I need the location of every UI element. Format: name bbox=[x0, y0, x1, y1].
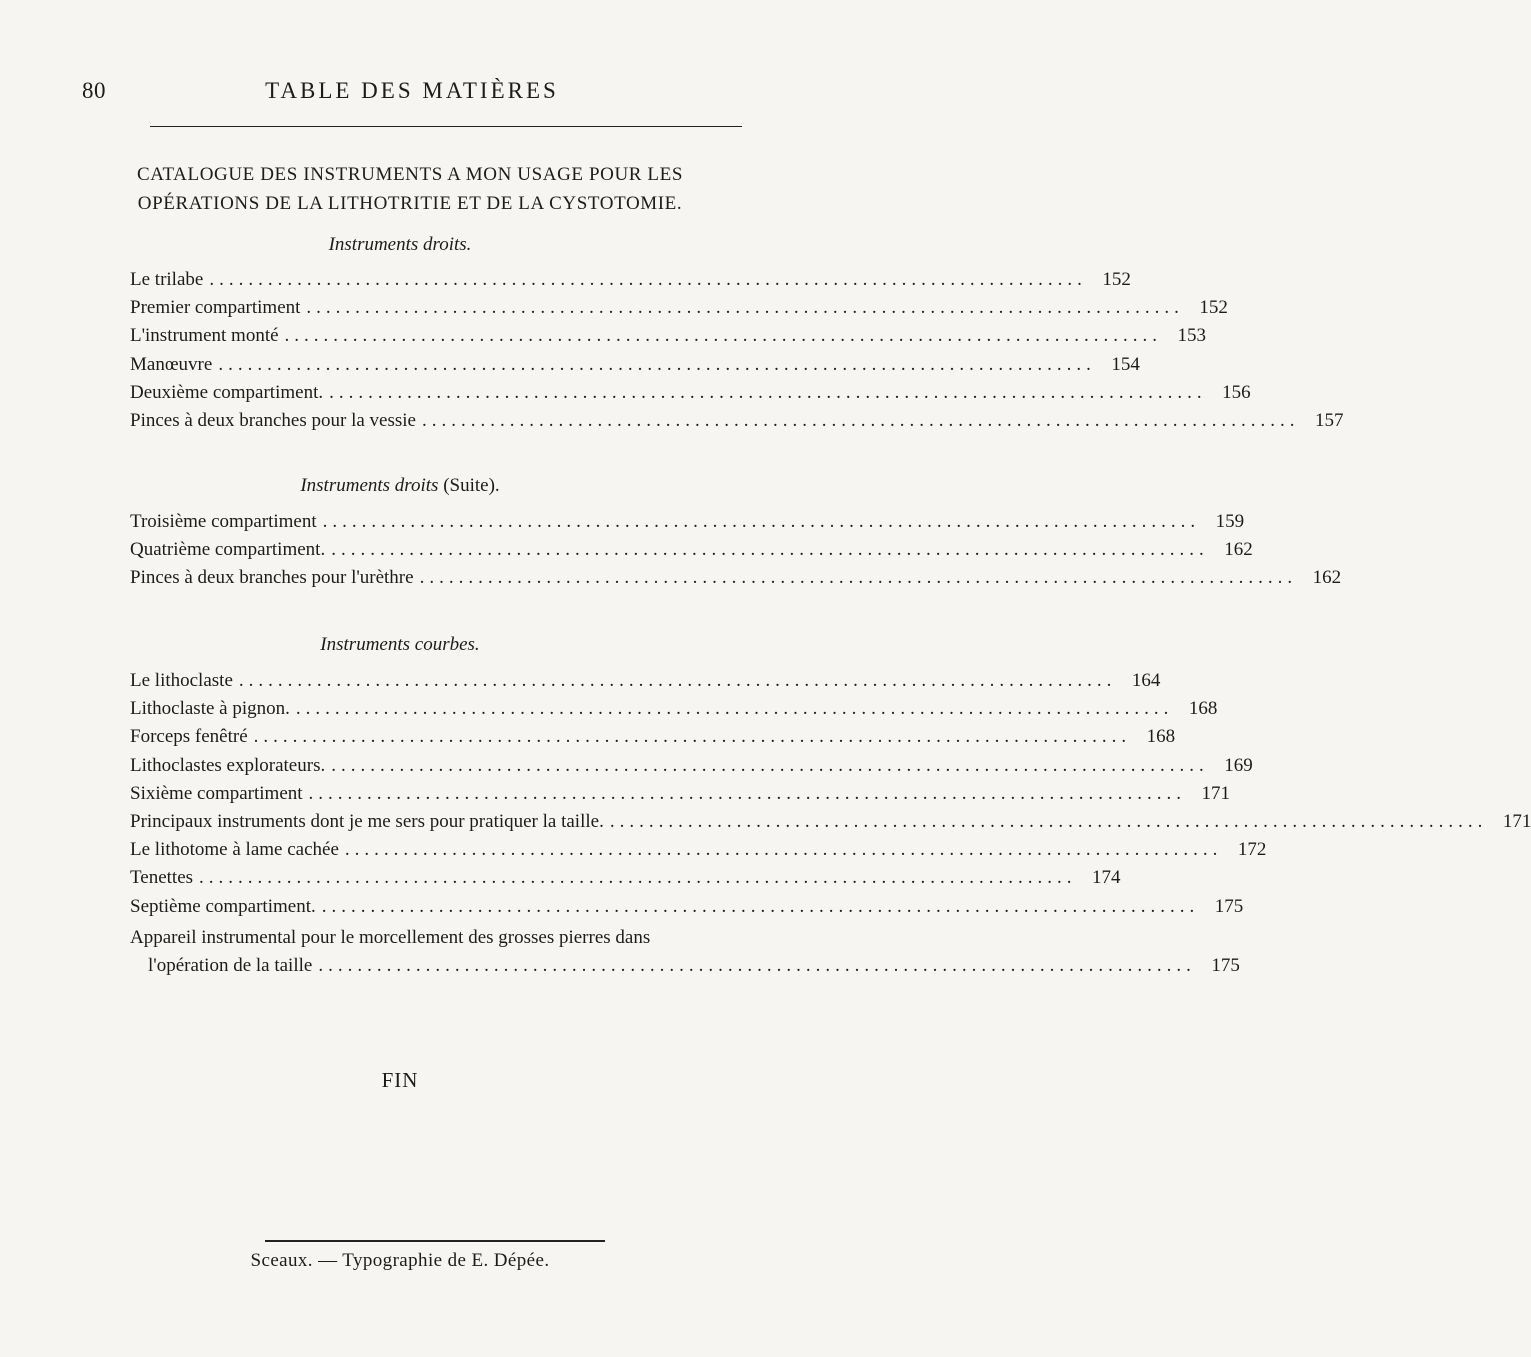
toc-entry-page: 156 bbox=[1222, 381, 1251, 403]
leader-dots: .......................................................................................... bbox=[329, 381, 1207, 403]
toc-entry-page: 154 bbox=[1111, 353, 1140, 375]
leader-dots: .......................................................................................... bbox=[253, 726, 1132, 748]
toc-entry-page: 168 bbox=[1146, 726, 1176, 748]
toc-entry-label: Principaux instruments dont je me sers pour pratiquer la taille. bbox=[130, 810, 604, 832]
toc-entry bbox=[130, 754, 1253, 783]
toc-entry bbox=[130, 511, 1245, 539]
leader-dots: .......................................................................................... bbox=[218, 353, 1096, 375]
toc-entry-label: Quatrième compartiment. bbox=[130, 539, 326, 561]
leader-dots: .......................................................................................... bbox=[609, 810, 1488, 832]
toc-entry bbox=[130, 409, 1344, 438]
leader-dots: .......................................................................................... bbox=[331, 754, 1209, 776]
toc-entry bbox=[130, 867, 1121, 895]
leader-dots: .......................................................................................... bbox=[238, 670, 1117, 691]
running-title: TABLE DES MATIÈRES bbox=[265, 78, 559, 103]
toc-entry bbox=[130, 353, 1140, 382]
toc-entry-label: Troisième compartiment bbox=[130, 511, 317, 532]
section-heading-instruments-courbes bbox=[90, 634, 710, 656]
toc-entry-label: Deuxième compartiment. bbox=[130, 381, 324, 403]
toc-entry-label: Forceps fenêtré bbox=[130, 726, 248, 748]
leader-dots: .......................................................................................... bbox=[344, 839, 1223, 861]
toc-entry-page: 169 bbox=[1224, 754, 1253, 776]
toc-entry-page: 159 bbox=[1215, 511, 1245, 532]
leader-dots: .......................................................................................... bbox=[321, 895, 1200, 917]
toc-entry-page: 174 bbox=[1092, 867, 1121, 889]
catalogue-title bbox=[70, 160, 750, 218]
toc-entry bbox=[130, 698, 1218, 726]
toc-list-instruments-droits-suite bbox=[130, 511, 1342, 596]
toc-entry bbox=[130, 269, 1131, 297]
toc-entry-label: Lithoclaste à pignon. bbox=[130, 698, 290, 720]
toc-entry-label: Manœuvre bbox=[130, 353, 213, 375]
toc-entry-label-line2: l'opération de la taille bbox=[148, 954, 313, 976]
toc-entry-page: 172 bbox=[1237, 839, 1267, 861]
toc-entry-page: 171 bbox=[1201, 782, 1231, 804]
fin-label: FIN bbox=[381, 1068, 419, 1092]
toc-entry-page: 162 bbox=[1224, 539, 1253, 561]
toc-entry-page: 152 bbox=[1199, 297, 1228, 319]
leader-dots: .......................................................................................... bbox=[199, 867, 1077, 889]
section-heading-instruments-droits bbox=[90, 234, 710, 256]
toc-entry-line2 bbox=[130, 952, 1240, 980]
imprint-rule bbox=[265, 1240, 605, 1242]
section-heading-instruments-droits-suite bbox=[90, 475, 710, 497]
toc-entry-label: L'instrument monté bbox=[130, 325, 279, 347]
printer-imprint: Sceaux. — Typographie de E. Dépée. bbox=[250, 1250, 550, 1271]
toc-entry-label: Septième compartiment. bbox=[130, 895, 316, 917]
toc-entry-page: 152 bbox=[1102, 269, 1131, 290]
toc-entry bbox=[130, 670, 1161, 698]
toc-entry-label: Premier compartiment bbox=[130, 297, 301, 319]
toc-list-instruments-courbes bbox=[130, 670, 1531, 980]
toc-entry bbox=[130, 895, 1244, 924]
toc-entry bbox=[130, 381, 1251, 410]
catalogue-title-line: OPÉRATIONS DE LA LITHOTRITIE ET DE LA CYSTOTOMIE. bbox=[137, 193, 683, 214]
toc-entry-page: 171 bbox=[1502, 810, 1531, 832]
toc-entry-page: 175 bbox=[1211, 954, 1240, 976]
toc-entry bbox=[130, 726, 1176, 754]
toc-entry-label: Le lithoclaste bbox=[130, 670, 233, 691]
section-heading-suffix: (Suite). bbox=[443, 475, 500, 496]
toc-entry-page: 175 bbox=[1214, 895, 1244, 917]
leader-dots: .......................................................................................... bbox=[322, 511, 1201, 532]
leader-dots: .......................................................................................... bbox=[209, 269, 1087, 290]
leader-dots: .......................................................................................... bbox=[419, 567, 1298, 589]
header-rule bbox=[150, 126, 742, 127]
toc-entry bbox=[130, 839, 1267, 867]
page-number: 80 bbox=[82, 78, 106, 103]
toc-entry bbox=[130, 539, 1253, 567]
toc-entry-label: Pinces à deux branches pour l'urèthre bbox=[130, 567, 414, 589]
toc-entry-page: 168 bbox=[1188, 698, 1218, 720]
toc-entry-label: Tenettes bbox=[130, 867, 194, 889]
leader-dots: .......................................................................................... bbox=[331, 539, 1209, 561]
toc-entry-label: Pinces à deux branches pour la vessie bbox=[130, 409, 416, 431]
leader-dots: .......................................................................................... bbox=[295, 698, 1174, 720]
toc-entry-wrapped bbox=[130, 924, 1240, 980]
leader-dots: .......................................................................................... bbox=[308, 782, 1187, 804]
leader-dots: .......................................................................................... bbox=[306, 297, 1184, 319]
section-heading-text: Instruments courbes. bbox=[320, 634, 480, 655]
toc-entry bbox=[130, 567, 1342, 595]
section-heading-text: Instruments droits. bbox=[328, 234, 472, 255]
toc-entry bbox=[130, 325, 1207, 353]
toc-entry bbox=[130, 810, 1531, 839]
leader-dots: .......................................................................................... bbox=[318, 954, 1196, 976]
toc-entry-label: Le lithotome à lame cachée bbox=[130, 839, 339, 861]
toc-entry-page: 162 bbox=[1312, 567, 1342, 589]
toc-entry bbox=[130, 297, 1228, 325]
toc-entry-page: 164 bbox=[1131, 670, 1161, 691]
toc-entry bbox=[130, 782, 1231, 811]
leader-dots: .......................................................................................... bbox=[284, 325, 1163, 347]
toc-entry-label-line1: Appareil instrumental pour le morcellement des grosses pierres dans bbox=[130, 926, 651, 948]
running-head bbox=[82, 74, 742, 110]
toc-entry-label: Lithoclastes explorateurs. bbox=[130, 754, 326, 776]
section-heading-text: Instruments droits bbox=[300, 475, 439, 496]
toc-list-instruments-droits bbox=[130, 269, 1344, 438]
catalogue-title-line: CATALOGUE DES INSTRUMENTS A MON USAGE POUR LES bbox=[137, 164, 683, 185]
toc-entry-label: Sixième compartiment bbox=[130, 782, 303, 804]
toc-entry-label: Le trilabe bbox=[130, 269, 204, 290]
toc-entry-page: 157 bbox=[1314, 409, 1344, 431]
toc-entry-page: 153 bbox=[1177, 325, 1207, 347]
leader-dots: .......................................................................................... bbox=[421, 409, 1300, 431]
